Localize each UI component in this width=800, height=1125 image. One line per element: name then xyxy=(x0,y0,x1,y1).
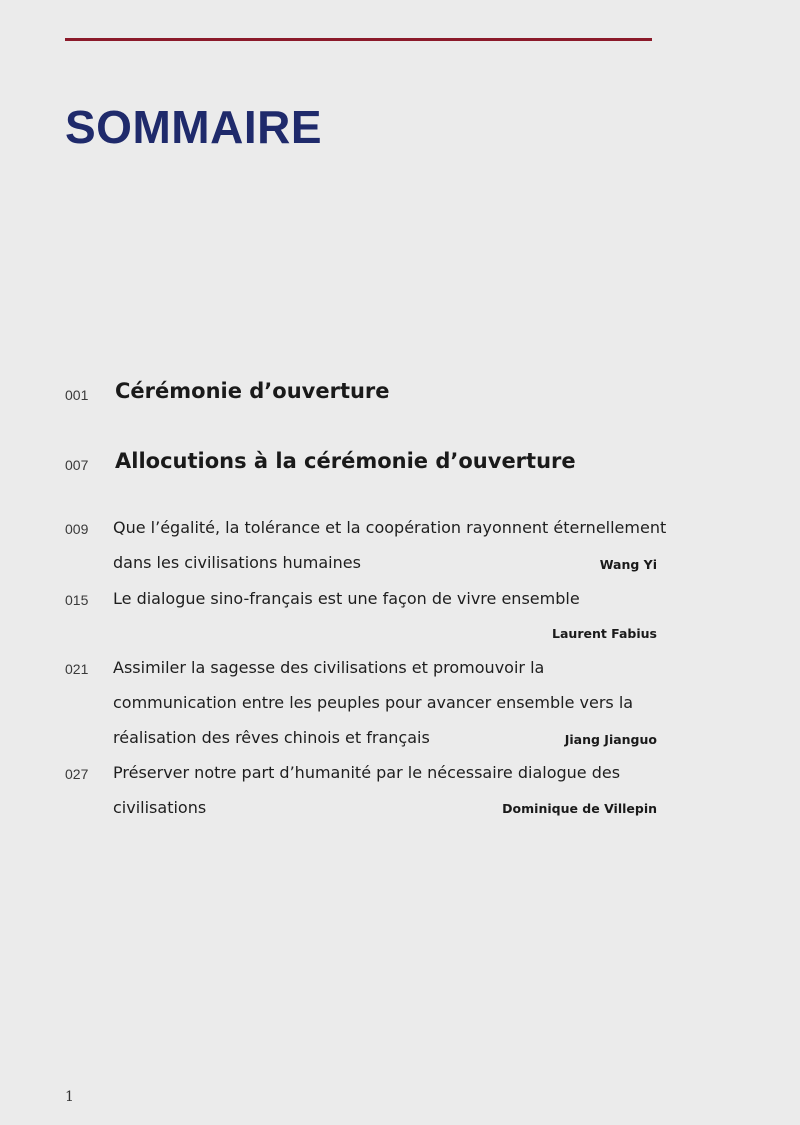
top-rule xyxy=(65,38,652,41)
entry-title-line: Que l’égalité, la tolérance et la coopération rayonnent éternellement xyxy=(113,518,667,537)
page-number: 1 xyxy=(65,1089,74,1105)
entry-author: Dominique de Villepin xyxy=(502,801,657,816)
entry-author: Wang Yi xyxy=(599,557,657,572)
entry-number: 027 xyxy=(65,766,89,782)
entry-author: Jiang Jianguo xyxy=(564,732,657,747)
entry-author: Laurent Fabius xyxy=(552,626,657,641)
entry-title-line: communication entre les peuples pour avancer ensemble vers la xyxy=(113,693,634,712)
entry-title-line: Le dialogue sino-français est une façon de vivre ensemble xyxy=(113,589,580,608)
entry-title-line: civilisations xyxy=(113,798,207,817)
entry-number: 021 xyxy=(65,661,89,677)
entry-number: 015 xyxy=(65,592,89,608)
entry-title-line: dans les civilisations humaines xyxy=(113,553,361,572)
section-title: Allocutions à la cérémonie d’ouverture xyxy=(115,449,576,473)
section-number: 001 xyxy=(65,387,89,403)
page-title: SOMMAIRE xyxy=(65,101,322,153)
section-number: 007 xyxy=(65,457,89,473)
entry-title-line: réalisation des rêves chinois et français xyxy=(113,728,430,747)
entry-title-line: Assimiler la sagesse des civilisations et promouvoir la xyxy=(113,658,545,677)
entry-title-line: Préserver notre part d’humanité par le nécessaire dialogue des xyxy=(113,763,621,782)
entry-number: 009 xyxy=(65,521,89,537)
section-title: Cérémonie d’ouverture xyxy=(115,379,390,403)
